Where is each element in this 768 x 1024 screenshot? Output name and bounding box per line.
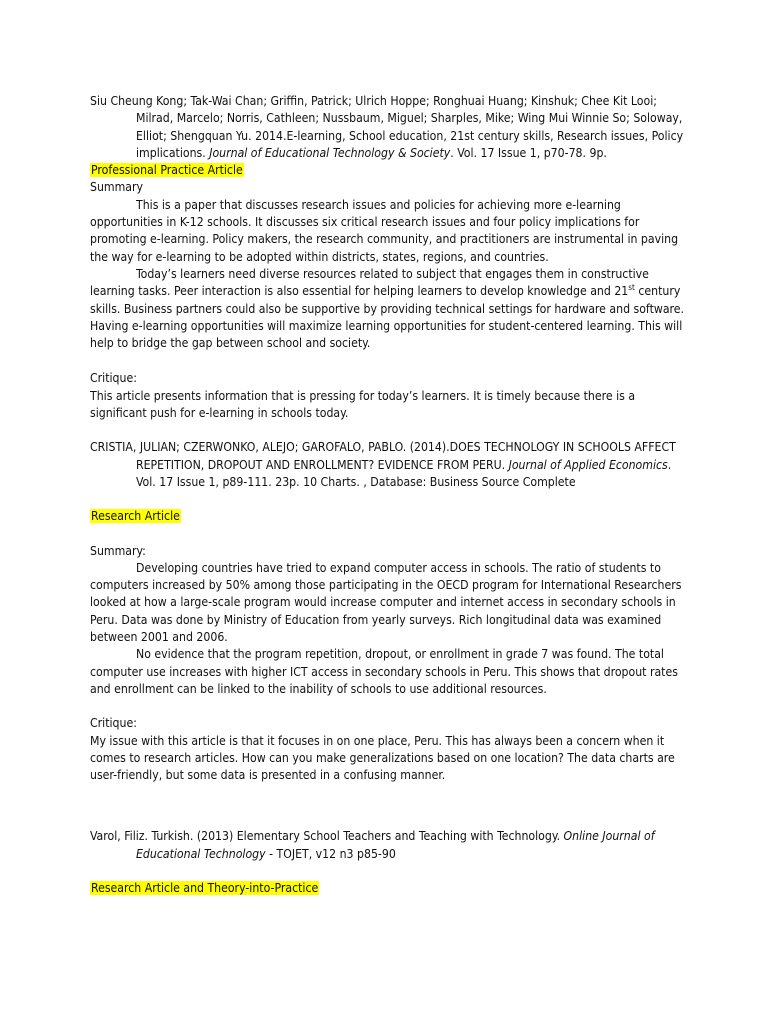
article-type-label	[90, 162, 690, 179]
summary-heading: Summary	[90, 180, 143, 195]
journal-title: Journal of Educational Technology & Society	[209, 145, 451, 160]
highlighted-label: Research Article and Theory-into-Practice	[91, 880, 319, 895]
summary-paragraph: Today’s learners need diverse resources related to subject that engages them in constructive learning tasks. Peer interaction is also essential for helping learners to develop knowledge and 21st century skills. Business partners could also be supportive by providing technical settings for hardware and software. Having e-learning opportunities will maximize learning opportunities for student-centered learning. This will help to bridge the gap between school and society.	[90, 266, 685, 351]
superscript: st	[628, 283, 635, 293]
spacer	[90, 698, 690, 715]
summary-heading: Summary:	[90, 543, 146, 558]
critique-paragraph: My issue with this article is that it focuses in on one place, Peru. This has always been a concern when it comes to research articles. How can you make generalizations based on one location? The data charts are user-friendly, but some data is presented in a confusing manner.	[90, 733, 675, 783]
critique-heading: Critique:	[90, 716, 137, 731]
spacer	[90, 422, 690, 439]
spacer	[90, 352, 690, 370]
summary-paragraph: This is a paper that discusses research issues and policies for achieving more e-learning opportunities in K-12 schools. It discusses six critical research issues and four policy implications for promoting e-learning. Policy makers, the research community, and practitioners are instrumental in paving the way for e-learning to be adopted within districts, states, regions, and countries.	[90, 197, 679, 264]
spacer	[90, 784, 690, 828]
journal-title: Journal of Applied Economics	[508, 457, 668, 472]
critique-heading: Critique:	[90, 371, 137, 386]
summary-paragraph: Developing countries have tried to expand computer access in schools. The ratio of students to computers increased by 50% among those participating in the OECD program for International Researchers looked at how a large-scale program would increase computer and internet access in secondary schools in Peru. Data was done by Ministry of Education from yearly surveys. Rich longitudinal data was examined between 2001 and 2006.	[90, 560, 682, 645]
citation-cristia-2014: CRISTIA, JULIAN; CZERWONKO, ALEJO; GAROFALO, PABLO. (2014).DOES TECHNOLOGY IN SCHOOLS AFFECT REPETITION, DROPOUT AND ENROLLMENT? EVIDENCE FROM PERU. Journal of Applied Economics. Vol. 17 Issue 1, p89-111. 23p. 10 Charts. , Database: Business Source Complete	[90, 440, 676, 489]
spacer	[90, 526, 690, 543]
document-page	[90, 93, 690, 897]
journal-title: Online Journal of Educational Technology	[136, 829, 655, 861]
highlighted-label: Research Article	[91, 509, 180, 524]
article-type-label	[90, 508, 690, 525]
article-type-label	[90, 880, 690, 897]
summary-paragraph: No evidence that the program repetition, dropout, or enrollment in grade 7 was found. The total computer use increases with higher ICT access in secondary schools in Peru. This shows that dropout rates and enrollment can be linked to the inability of schools to use additional resources.	[90, 647, 678, 696]
critique-paragraph: This article presents information that is pressing for today’s learners. It is timely because there is a significant push for e-learning in schools today.	[90, 388, 636, 421]
spacer	[90, 863, 690, 880]
citation-varol-2013: Varol, Filiz. Turkish. (2013) Elementary School Teachers and Teaching with Technology. Online Journal of Educational Technology - TOJET, v12 n3 p85-90	[90, 829, 655, 861]
citation-kong-2014: Siu Cheung Kong; Tak-Wai Chan; Griffin, Patrick; Ulrich Hoppe; Ronghuai Huang; Kinshuk; Chee Kit Looi; Milrad, Marcelo; Norris, Cathleen; Nussbaum, Miguel; Sharples, Mike; Wing Mui Winnie So; Soloway, Elliot; Shengquan Yu. 2014.E-learning, School education, 21st century skills, Research issues, Policy implications. Journal of Educational Technology & Society. Vol. 17 Issue 1, p70-78. 9p.	[90, 94, 684, 160]
spacer	[90, 491, 690, 508]
highlighted-label: Professional Practice Article	[91, 163, 243, 178]
